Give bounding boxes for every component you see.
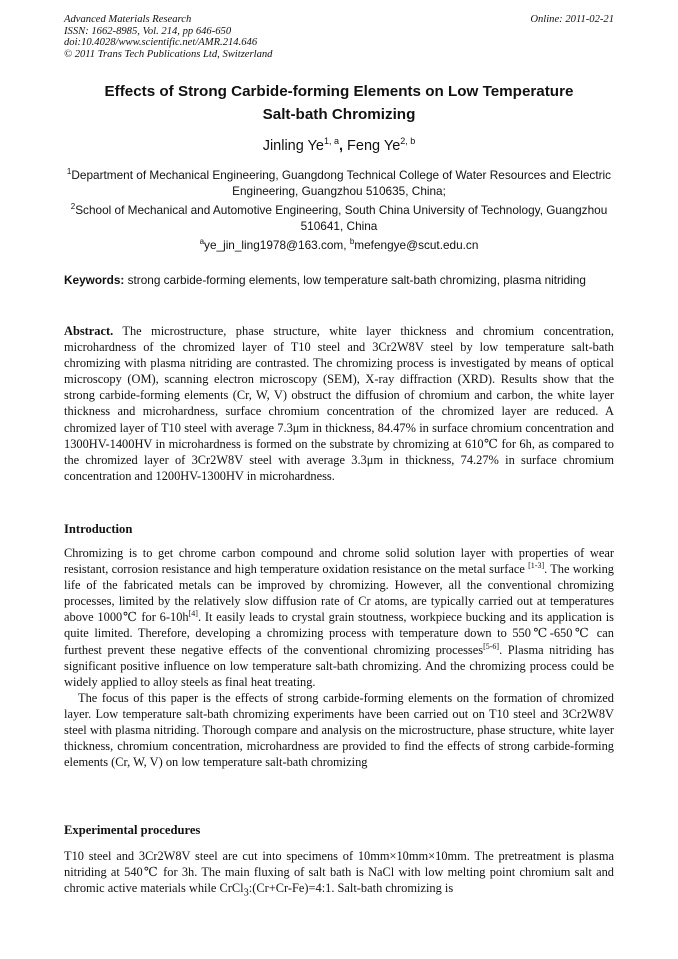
email-a[interactable]: ye_jin_ling1978@163.com, [204, 237, 350, 252]
keywords-label: Keywords: [64, 273, 125, 287]
email-b-mark: b [349, 237, 355, 246]
author-1: Jinling Ye [262, 137, 324, 154]
online-date: Online: 2011-02-21 [530, 14, 614, 25]
affiliation-1-mark: 1 [66, 167, 72, 176]
experimental-text-a: T10 steel and 3Cr2W8V steel are cut into specimens of 10mm×10mm×10mm. The pretreatment is plasma nitriding at 540℃ for 3h. The main fluxing of salt bath is NaCl with low melting point chromium salt and chromic active materials while CrCl [64, 849, 614, 896]
author-2: Feng Ye [347, 137, 401, 154]
affiliation-1 [64, 164, 614, 199]
title-line-2: Salt-bath Chromizing [262, 106, 416, 123]
intro-text-c: . It easily leads to crystal grain stoutness, workpiece bucking and its application is quite limited. Therefore, developing a chromizing process with temperature down to 550℃-650℃ can furthest prevent these negative effects of the conventional chromizing processes [64, 610, 614, 657]
abstract [64, 323, 614, 484]
title-line-1: Effects of Strong Carbide-forming Elements on Low Temperature [104, 83, 574, 100]
paper-title [64, 80, 614, 126]
author-separator: , [338, 137, 348, 154]
citation-4[interactable]: [4] [188, 609, 198, 619]
introduction-heading: Introduction [64, 522, 133, 536]
doi-line[interactable]: doi:10.4028/www.scientific.net/AMR.214.646 [64, 37, 258, 49]
affiliation-1-text: Department of Mechanical Engineering, Guangdong Technical College of Water Resources and Electric Engineering, Guangzhou 510635, China; [71, 167, 612, 198]
author-list [64, 136, 614, 154]
abstract-text: The microstructure, phase structure, white layer thickness and chromium concentration, microhardness of the chromized layer of T10 steel and 3Cr2W8V steel by low temperature salt-bath chromizing with plasma nitriding are contrasted. The chromizing process is investigated by means of optical microscopy (OM), scanning electron microscopy (SEM), X-ray diffraction (XRD). Results show that the strong carbide-forming elements (Cr, W, V) obstruct the diffusion of chromium and carbon, the white layer thickness and microhardness, surface chromium concentration of the chromized layer are reduced. A chromized layer of T10 steel with average 7.3μm in thickness, 84.47% in surface chromium concentration and 1300HV-1400HV in microhardness is formed on the substrate by chromizing at 610℃ for 6h, as compared to the chromized layer of 3Cr2W8V steel with average 3.3μm in thickness, 74.27% in surface chromium concentration and 1200HV-1300HV in microhardness. [64, 324, 614, 483]
experimental-text-b: :(Cr+Cr-Fe)=4:1. Salt-bath chromizing is [248, 881, 454, 896]
keywords [64, 272, 614, 288]
author-1-affil: 1, a [323, 136, 339, 146]
issn-line: ISSN: 1662-8985, Vol. 214, pp 646-650 [64, 25, 232, 37]
affiliation-2-text: School of Mechanical and Automotive Engineering, South China University of Technology, Guangzhou 510641, China [75, 202, 608, 233]
introduction-paragraph-2: The focus of this paper is the effects of strong carbide-forming elements on the formation of chromized layer. Low temperature salt-bath chromizing experiments have been carried out on T10 steel and 3Cr2W8V steel with plasma nitriding. Thorough compare and analysis on the microstructure, phase structure, white layer thickness, chromium concentration, microhardness are provided to find the effects of strong carbide-forming elements (Cr, W, V) on low temperature salt-bath chromizing [64, 690, 614, 770]
citation-1-3[interactable]: [1-3] [528, 560, 545, 570]
citation-5-6[interactable]: [5-6] [483, 641, 500, 651]
author-2-affil: 2, b [400, 136, 416, 146]
introduction-paragraph-1 [64, 545, 614, 690]
abstract-label: Abstract. [64, 324, 114, 338]
chemical-subscript: 3 [243, 887, 249, 899]
experimental-body [64, 848, 614, 902]
copyright-line: © 2011 Trans Tech Publications Ltd, Switzerland [64, 48, 273, 60]
keywords-text: strong carbide-forming elements, low temperature salt-bath chromizing, plasma nitriding [124, 273, 586, 287]
affiliation-2 [64, 199, 614, 234]
intro-text-b: . The working life of the fabricated metals can be improved by chromizing. However, all the conventional chromizing processes, limited by the relatively slow diffusion rate of Cr atoms, are typically carried out at temperatures above 1000℃ for 6-10h [64, 562, 614, 625]
affiliation-2-mark: 2 [70, 202, 76, 211]
email-a-mark: a [199, 237, 205, 246]
journal-name: Advanced Materials Research [64, 14, 192, 25]
intro-text-a: Chromizing is to get chrome carbon compound and chrome solid solution layer with properties of wear resistant, corrosion resistance and high temperature oxidation resistance on the metal surface [64, 546, 614, 577]
email-b[interactable]: mefengye@scut.edu.cn [354, 237, 479, 252]
author-emails [64, 234, 614, 253]
introduction-body [64, 545, 614, 770]
intro-text-d: . Plasma nitriding has significant positive influence on low temperature salt-bath chromizing. And the chromizing process could be widely applied to alloy steels as final heat treating. [64, 642, 614, 689]
experimental-heading: Experimental procedures [64, 823, 201, 837]
journal-header [64, 14, 614, 60]
